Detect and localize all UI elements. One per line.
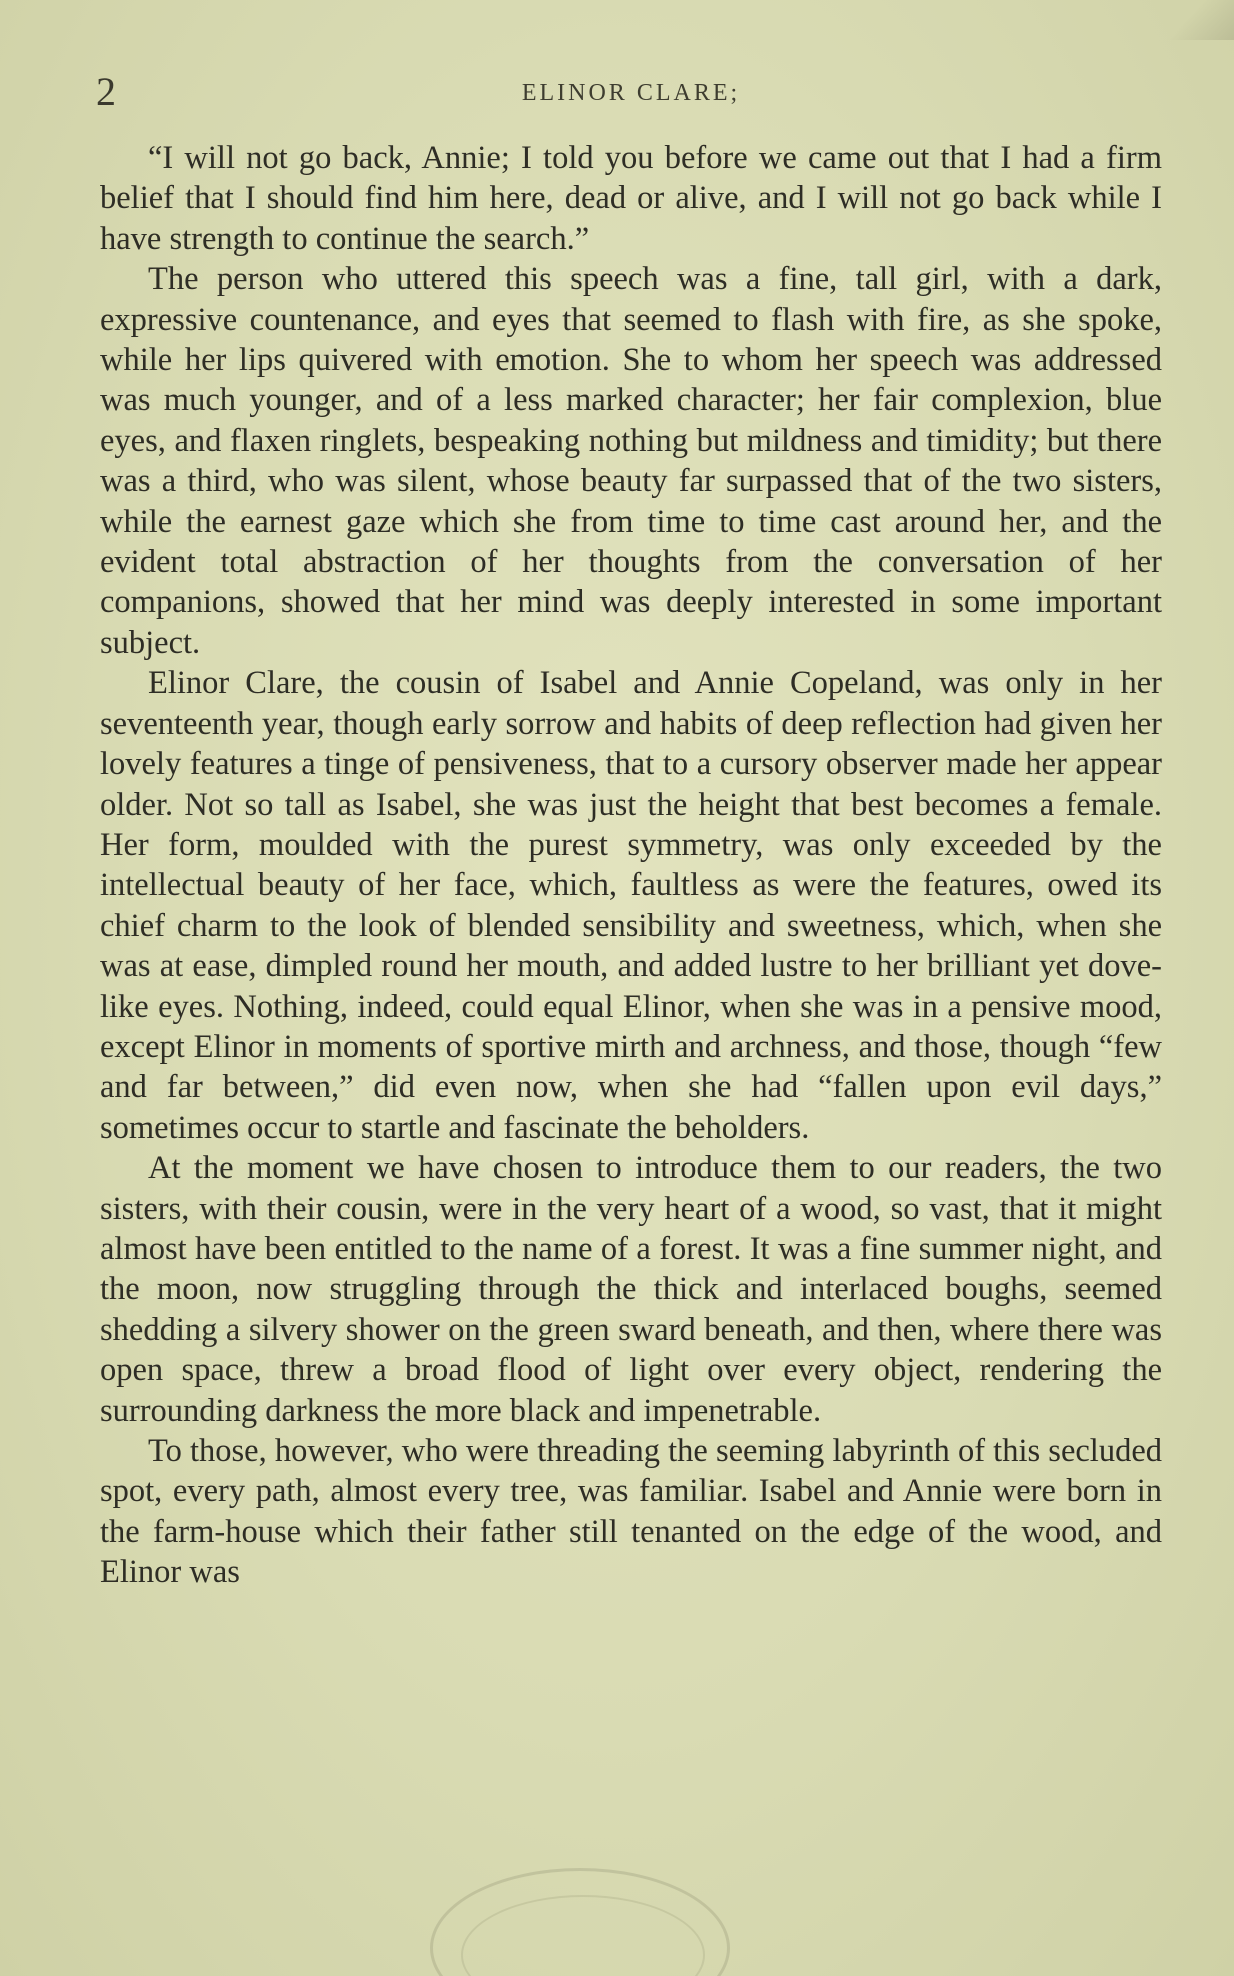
running-head: ELINOR CLARE; bbox=[521, 80, 741, 106]
library-stamp-inner-ring bbox=[461, 1895, 705, 1976]
page-corner-shadow bbox=[1160, 0, 1234, 40]
library-stamp bbox=[430, 1868, 730, 1976]
paragraph-5: To those, however, who were threading the seeming labyrinth of this secluded spot, every path, almost every tree, was familiar. Isabel and Annie were born in the farm-house which their father still tenanted on the edge of the wood, and Elinor was bbox=[100, 1433, 1162, 1591]
page-number: 2 bbox=[96, 69, 116, 114]
paragraph-2: The person who uttered this speech was a fine, tall girl, with a dark, expressive countenance, and eyes that seemed to flash with fire, as she spoke, while her lips quivered with emotion. She to whom her speech was addressed was much younger, and of a less marked character; her fair complexion, blue eyes, and flaxen ringlets, bespeaking nothing but mildness and timidity; but there was a third, who was silent, whose beauty far surpassed that of the two sisters, while the earnest gaze which she from time to time cast around her, and the evident total abstraction of her thoughts from the conversation of her companions, showed that her mind was deeply interested in some important subject. bbox=[100, 261, 1162, 661]
paragraph-3: Elinor Clare, the cousin of Isabel and Annie Copeland, was only in her seventeenth year, though early sorrow and habits of deep reflection had given her lovely features a tinge of pensiveness, that to a cursory observer made her appear older. Not so tall as Isabel, she was just the height that best becomes a female. Her form, moulded with the purest symmetry, was only exceeded by the intellectual beauty of her face, which, faultless as were the features, owed its chief charm to the look of blended sensibility and sweetness, which, when she was at ease, dimpled round her mouth, and added lustre to her brilliant yet dove-like eyes. Nothing, indeed, could equal Elinor, when she was in a pensive mood, except Elinor in moments of sportive mirth and archness, and those, though “few and far between,” did even now, when she had “fallen upon evil days,” sometimes occur to startle and fascinate the beholders. bbox=[100, 665, 1162, 1146]
paragraph-4: At the moment we have chosen to introduce them to our readers, the two sisters, with their cousin, were in the very heart of a wood, so vast, that it might almost have been entitled to the name of a forest. It was a fine summer night, and the moon, now struggling through the thick and interlaced boughs, seemed shedding a silvery shower on the green sward beneath, and then, where there was open space, threw a broad flood of light over every object, rendering the surrounding darkness the more black and impenetrable. bbox=[100, 1150, 1162, 1429]
page-header bbox=[96, 68, 1166, 118]
paragraph-1: “I will not go back, Annie; I told you before we came out that I had a firm belief that I should find him here, dead or alive, and I will not go back while I have strength to continue the search.” bbox=[100, 140, 1162, 257]
body-text bbox=[100, 138, 1162, 1593]
